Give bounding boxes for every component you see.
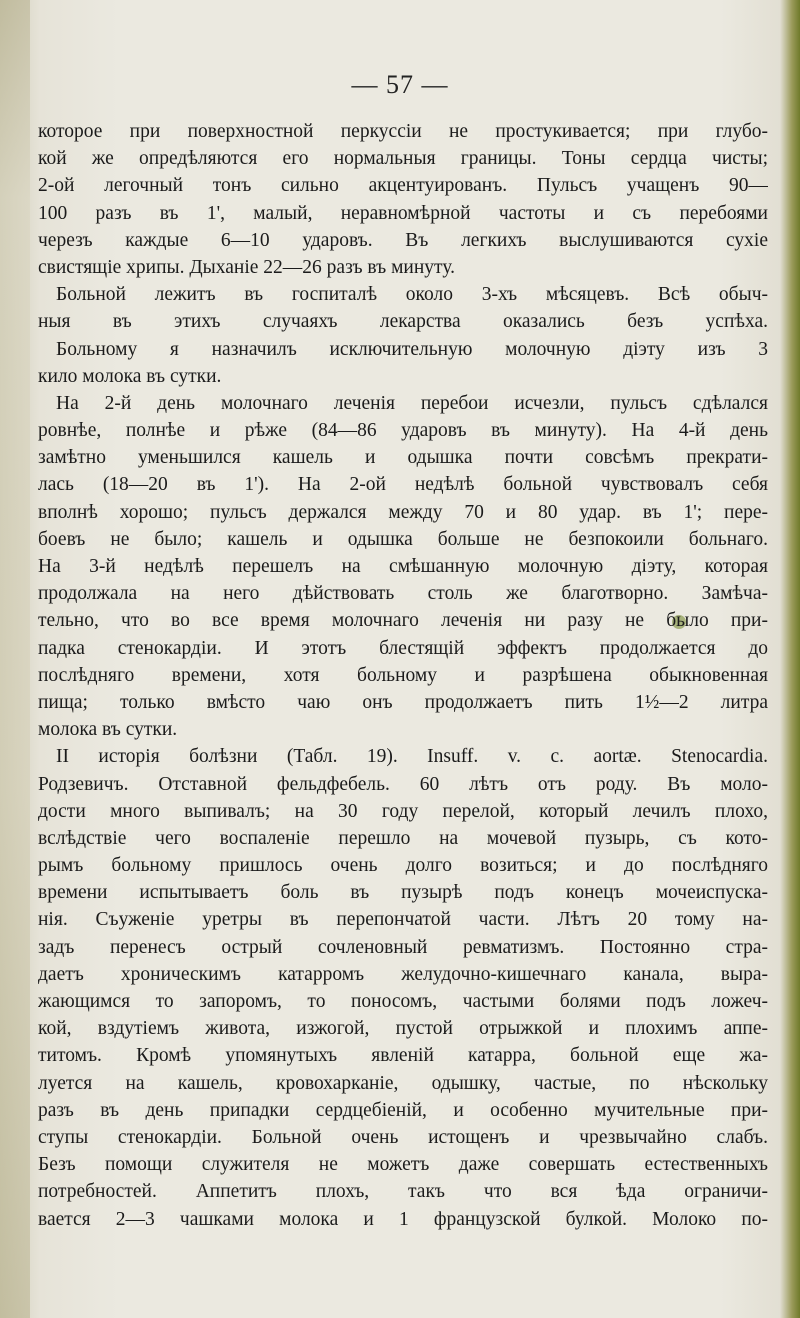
text-line: лась (18—20 въ 1'). На 2-ой недѣлѣ больной чувствовалъ себя	[38, 474, 768, 496]
text-line: вполнѣ хорошо; пульсъ держался между 70 и 80 удар. въ 1'; пере-	[38, 501, 768, 523]
text-line: 100 разъ въ 1', малый, неравномѣрной частоты и съ перебоями	[38, 202, 768, 224]
text-line: II исторія болѣзни (Табл. 19). Insuff. v. c. aortæ. Stenocardia.	[56, 746, 768, 768]
text-line: нія. Съуженіе уретры въ перепончатой части. Лѣтъ 20 тому на-	[38, 909, 768, 931]
text-line: замѣтно уменьшился кашель и одышка почти совсѣмъ прекрати-	[38, 447, 768, 469]
text-line: рымъ больному пришлось очень долго возиться; и до послѣдняго	[38, 855, 768, 877]
text-line: кой, вздутіемъ живота, изжогой, пустой отрыжкой и плохимъ аппе-	[38, 1018, 768, 1040]
text-line: которое при поверхностной перкуссіи не простукивается; при глубо-	[38, 121, 768, 142]
text-line: ровнѣе, полнѣе и рѣже (84—86 ударовъ въ минуту). На 4-й день	[38, 420, 768, 442]
text-line: потребностей. Аппетитъ плохъ, такъ что вся ѣда ограничи-	[38, 1181, 768, 1203]
text-line: вается 2—3 чашками молока и 1 французской булкой. Молоко по-	[38, 1208, 768, 1230]
text-line: падка стенокардіи. И этотъ блестящій эффектъ продолжается до	[38, 637, 768, 659]
page-number: — 57 —	[351, 70, 449, 99]
text-line: даетъ хроническимъ катарромъ желудочно-кишечнаго канала, выра-	[38, 963, 768, 985]
body-text	[38, 118, 768, 1233]
text-line: титомъ. Кромѣ упомянутыхъ явленій катарра, больной еще жа-	[38, 1045, 768, 1067]
text-line: кило молока въ сутки.	[38, 365, 222, 387]
text-line: ныя въ этихъ случаяхъ лекарства оказались безъ успѣха.	[38, 311, 768, 333]
text-line: времени испытываетъ боль въ пузырѣ подъ конецъ мочеиспуска-	[38, 882, 768, 904]
text-line: На 3-й недѣлѣ перешелъ на смѣшанную молочную діэту, которая	[38, 556, 768, 577]
text-line: свистящіе хрипы. Дыханіе 22—26 разъ въ минуту.	[38, 256, 455, 278]
text-line: 2-ой легочный тонъ сильно акцентуированъ. Пульсъ учащенъ 90—	[38, 175, 768, 197]
text-line: Больной лежитъ въ госпиталѣ около 3-хъ мѣсяцевъ. Всѣ обыч-	[56, 284, 768, 306]
text-line: боевъ не было; кашель и одышка больше не безпокоили больнаго.	[38, 528, 768, 550]
text-line: разъ въ день припадки сердцебіеній, и особенно мучительные при-	[38, 1099, 768, 1121]
text-line: продолжала на него дѣйствовать столь же благотворно. Замѣча-	[38, 583, 768, 605]
text-line: молока въ сутки.	[38, 719, 178, 741]
text-line: Безъ помощи служителя не можетъ даже совершать естественныхъ	[38, 1154, 768, 1176]
text-line: ступы стенокардіи. Больной очень истощенъ и чрезвычайно слабъ.	[38, 1126, 768, 1148]
text-line: дости много выпивалъ; на 30 году перелой, который лечилъ плохо,	[38, 800, 768, 822]
text-line: черезъ каждые 6—10 ударовъ. Въ легкихъ выслушиваются сухіе	[38, 229, 768, 251]
text-line: Больному я назначилъ исключительную молочную діэту изъ 3	[56, 338, 768, 360]
text-line: луется на кашель, кровохарканіе, одышку, частые, по нѣскольку	[38, 1072, 768, 1094]
text-line: Родзевичъ. Отставной фельдфебель. 60 лѣтъ отъ роду. Въ моло-	[38, 773, 768, 795]
text-line: На 2-й день молочнаго леченія перебои исчезли, пульсъ сдѣлался	[56, 392, 768, 414]
text-line: кой же опредѣляются его нормальныя границы. Тоны сердца чисты;	[38, 148, 768, 170]
text-line: жающимся то запоромъ, то поносомъ, частыми болями подъ ложеч-	[38, 991, 768, 1012]
text-line: послѣдняго времени, хотя больному и разрѣшена обыкновенная	[38, 664, 768, 686]
text-line: тельно, что во все время молочнаго леченія ни разу не было при-	[38, 610, 768, 632]
page-edge-stain	[0, 0, 30, 1318]
text-line: пища; только вмѣсто чаю онъ продолжаетъ пить 1½—2 литра	[38, 691, 768, 713]
text-line: задъ перенесъ острый сочленовный ревматизмъ. Постоянно стра-	[38, 936, 768, 958]
text-line: вслѣдствіе чего воспаленіе перешло на мочевой пузырь, съ кото-	[38, 827, 768, 849]
